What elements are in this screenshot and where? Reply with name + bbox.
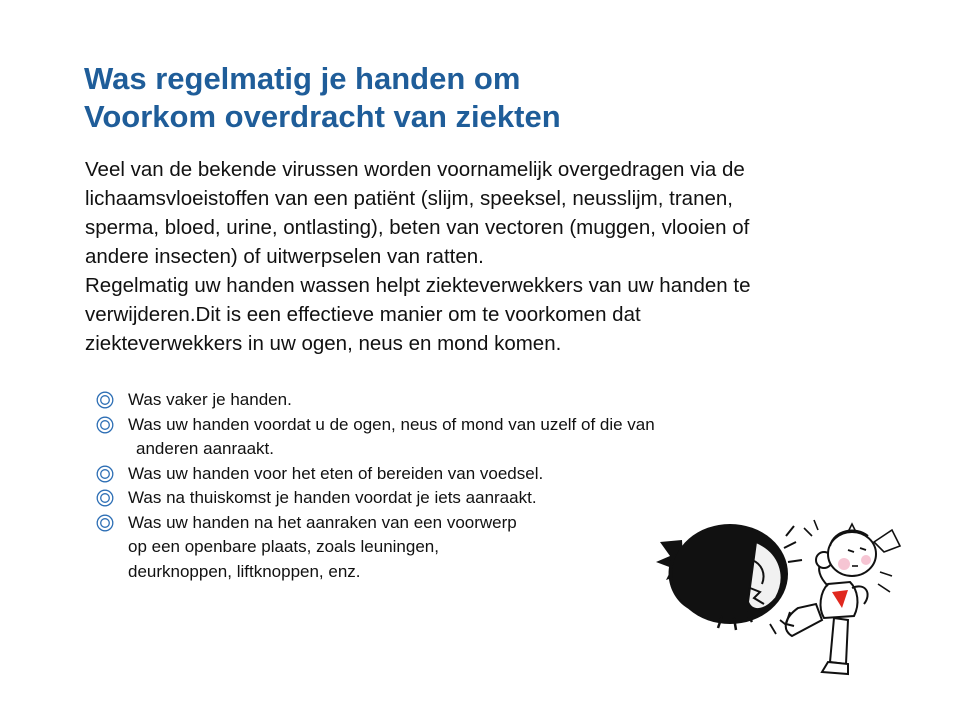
bullet-item [95,486,815,511]
bullet-item [95,413,815,462]
title-line-2: Voorkom overdracht van ziekten [84,99,561,134]
intro-line: andere insecten) of uitwerpselen van ratten. [85,245,484,268]
title-line-1: Was regelmatig je handen om [84,61,521,96]
child-kicking-germ-illustration [652,512,942,687]
bullet-item [95,388,815,413]
slide-title [84,60,904,136]
bullet-text: Was uw handen voordat u de ogen, neus of mond van uzelf of die van [128,414,655,434]
double-circle-icon [96,489,114,507]
bullet-text: Was uw handen na het aanraken van een voorwerp [128,512,517,532]
bullet-text: op een openbare plaats, zoals leuningen, [128,537,439,556]
child-figure-icon [786,520,900,674]
intro-line: Veel van de bekende virussen worden voornamelijk overgedragen via de [85,158,745,181]
double-circle-icon [96,514,114,532]
intro-line: sperma, bloed, urine, ontlasting), beten van vectoren (muggen, vlooien of [85,216,750,239]
intro-line: lichaamsvloeistoffen van een patiënt (slijm, speeksel, neusslijm, tranen, [85,187,733,210]
germ-monster-icon [656,524,802,634]
double-circle-icon [96,416,114,434]
intro-line: Regelmatig uw handen wassen helpt ziekteverwekkers van uw handen te [85,274,751,297]
bullet-text: deurknoppen, liftknoppen, enz. [128,561,361,581]
intro-line: verwijderen.Dit is een effectieve manier om te voorkomen dat [85,303,641,326]
double-circle-icon [96,465,114,483]
bullet-text: Was uw handen voor het eten of bereiden van voedsel. [128,463,544,483]
intro-paragraph [85,155,905,358]
bullet-text: Was na thuiskomst je handen voordat je iets aanraakt. [128,488,537,507]
bullet-text: Was vaker je handen. [128,390,292,409]
bullet-text: anderen aanraakt. [136,439,274,458]
double-circle-icon [96,391,114,409]
intro-line: ziekteverwekkers in uw ogen, neus en mond komen. [85,332,562,355]
bullet-item [95,462,815,487]
